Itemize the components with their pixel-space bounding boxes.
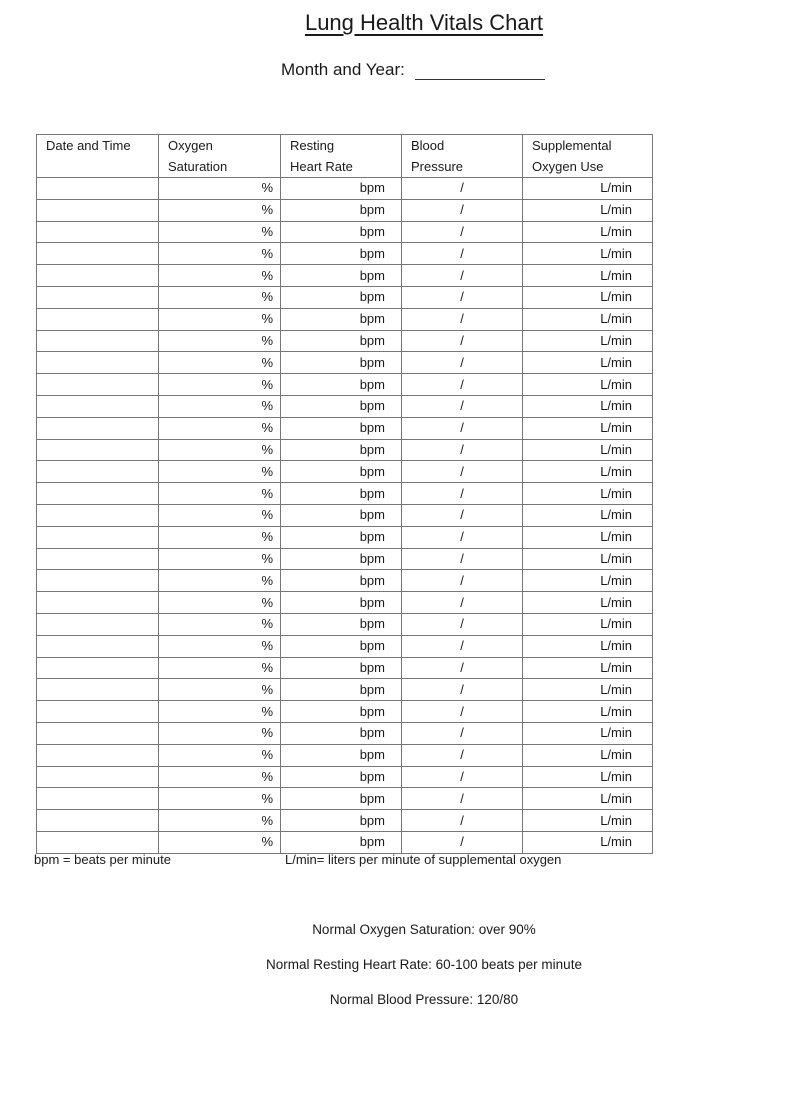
oxygen-saturation-cell[interactable]: % [159,395,281,417]
blood-pressure-cell[interactable]: / [402,701,523,723]
date-time-cell[interactable] [37,243,159,265]
heart-rate-cell[interactable]: bpm [281,330,402,352]
oxygen-saturation-cell[interactable]: % [159,199,281,221]
date-time-cell[interactable] [37,330,159,352]
normal-oxygen-note: Normal Oxygen Saturation: over 90% [312,922,536,937]
oxygen-use-cell[interactable]: L/min [523,744,653,766]
blood-pressure-cell[interactable]: / [402,722,523,744]
oxygen-saturation-cell[interactable]: % [159,570,281,592]
oxygen-use-cell[interactable]: L/min [523,504,653,526]
date-time-cell[interactable] [37,483,159,505]
table-row [37,243,653,265]
blood-pressure-cell[interactable]: / [402,635,523,657]
table-row [37,701,653,723]
oxygen-use-cell[interactable]: L/min [523,221,653,243]
date-time-cell[interactable] [37,701,159,723]
blood-pressure-cell[interactable]: / [402,286,523,308]
oxygen-saturation-cell[interactable]: % [159,679,281,701]
table-row [37,265,653,287]
blood-pressure-cell[interactable]: / [402,374,523,396]
heart-rate-cell[interactable]: bpm [281,613,402,635]
oxygen-saturation-cell[interactable]: % [159,461,281,483]
oxygen-use-cell[interactable]: L/min [523,657,653,679]
table-body [37,178,653,854]
oxygen-use-cell[interactable]: L/min [523,352,653,374]
oxygen-use-cell[interactable]: L/min [523,613,653,635]
table-row [37,461,653,483]
blood-pressure-cell[interactable]: / [402,831,523,853]
heart-rate-cell[interactable]: bpm [281,178,402,200]
date-time-cell[interactable] [37,265,159,287]
date-time-cell[interactable] [37,613,159,635]
oxygen-use-cell[interactable]: L/min [523,308,653,330]
table-row [37,439,653,461]
oxygen-saturation-cell[interactable]: % [159,439,281,461]
date-time-cell[interactable] [37,374,159,396]
date-time-cell[interactable] [37,352,159,374]
blood-pressure-cell[interactable]: / [402,483,523,505]
heart-rate-cell[interactable]: bpm [281,395,402,417]
oxygen-saturation-cell[interactable]: % [159,635,281,657]
oxygen-use-cell[interactable]: L/min [523,570,653,592]
blood-pressure-cell[interactable]: / [402,526,523,548]
date-time-cell[interactable] [37,744,159,766]
oxygen-saturation-cell[interactable]: % [159,243,281,265]
oxygen-use-cell[interactable]: L/min [523,766,653,788]
heart-rate-cell[interactable]: bpm [281,592,402,614]
normal-heart-rate-note: Normal Resting Heart Rate: 60-100 beats per minute [266,957,582,972]
oxygen-saturation-cell[interactable]: % [159,788,281,810]
oxygen-saturation-cell[interactable]: % [159,744,281,766]
header-supplemental-oxygen: Supplemental Oxygen Use [523,135,653,178]
table-row [37,613,653,635]
heart-rate-cell[interactable]: bpm [281,374,402,396]
heart-rate-cell[interactable]: bpm [281,788,402,810]
oxygen-use-cell[interactable]: L/min [523,722,653,744]
blood-pressure-cell[interactable]: / [402,744,523,766]
table-row [37,417,653,439]
month-year-blank[interactable] [415,63,545,80]
oxygen-use-cell[interactable]: L/min [523,679,653,701]
blood-pressure-cell[interactable]: / [402,657,523,679]
table-row [37,722,653,744]
oxygen-use-cell[interactable]: L/min [523,374,653,396]
oxygen-saturation-cell[interactable]: % [159,221,281,243]
oxygen-use-cell[interactable]: L/min [523,395,653,417]
date-time-cell[interactable] [37,417,159,439]
blood-pressure-cell[interactable]: / [402,592,523,614]
oxygen-saturation-cell[interactable]: % [159,308,281,330]
oxygen-use-cell[interactable]: L/min [523,548,653,570]
heart-rate-cell[interactable]: bpm [281,526,402,548]
date-time-cell[interactable] [37,657,159,679]
table-row [37,526,653,548]
date-time-cell[interactable] [37,395,159,417]
oxygen-use-cell[interactable]: L/min [523,330,653,352]
heart-rate-cell[interactable]: bpm [281,722,402,744]
heart-rate-cell[interactable]: bpm [281,483,402,505]
table-row [37,483,653,505]
table-row [37,766,653,788]
oxygen-use-cell[interactable]: L/min [523,831,653,853]
blood-pressure-cell[interactable]: / [402,199,523,221]
oxygen-saturation-cell[interactable]: % [159,483,281,505]
table-row [37,810,653,832]
header-blood-pressure: Blood Pressure [402,135,523,178]
heart-rate-cell[interactable]: bpm [281,439,402,461]
heart-rate-cell[interactable]: bpm [281,831,402,853]
table-row [37,199,653,221]
oxygen-saturation-cell[interactable]: % [159,657,281,679]
heart-rate-cell[interactable]: bpm [281,504,402,526]
header-date-time: Date and Time [37,135,159,178]
date-time-cell[interactable] [37,766,159,788]
header-oxygen-saturation: Oxygen Saturation [159,135,281,178]
table-row [37,504,653,526]
blood-pressure-cell[interactable]: / [402,178,523,200]
table-row [37,548,653,570]
heart-rate-cell[interactable]: bpm [281,417,402,439]
page-title: Lung Health Vitals Chart [304,10,544,35]
month-year-label: Month and Year: [281,60,405,79]
table-row [37,635,653,657]
oxygen-saturation-cell[interactable]: % [159,810,281,832]
vitals-table [36,134,653,854]
blood-pressure-cell[interactable]: / [402,570,523,592]
date-time-cell[interactable] [37,178,159,200]
blood-pressure-cell[interactable]: / [402,766,523,788]
oxygen-use-cell[interactable]: L/min [523,417,653,439]
oxygen-use-cell[interactable]: L/min [523,526,653,548]
blood-pressure-cell[interactable]: / [402,788,523,810]
heart-rate-cell[interactable]: bpm [281,221,402,243]
heart-rate-cell[interactable]: bpm [281,657,402,679]
oxygen-use-cell[interactable]: L/min [523,178,653,200]
oxygen-use-cell[interactable]: L/min [523,483,653,505]
blood-pressure-cell[interactable]: / [402,417,523,439]
oxygen-use-cell[interactable]: L/min [523,788,653,810]
heart-rate-cell[interactable]: bpm [281,286,402,308]
heart-rate-cell[interactable]: bpm [281,265,402,287]
oxygen-use-cell[interactable]: L/min [523,635,653,657]
oxygen-use-cell[interactable]: L/min [523,461,653,483]
oxygen-use-cell[interactable]: L/min [523,265,653,287]
date-time-cell[interactable] [37,526,159,548]
blood-pressure-cell[interactable]: / [402,679,523,701]
heart-rate-cell[interactable]: bpm [281,744,402,766]
date-time-cell[interactable] [37,221,159,243]
oxygen-use-cell[interactable]: L/min [523,286,653,308]
heart-rate-cell[interactable]: bpm [281,635,402,657]
date-time-cell[interactable] [37,439,159,461]
blood-pressure-cell[interactable]: / [402,221,523,243]
lmin-footnote: L/min= liters per minute of supplemental oxygen [285,852,562,867]
blood-pressure-cell[interactable]: / [402,461,523,483]
heart-rate-cell[interactable]: bpm [281,701,402,723]
table-row [37,831,653,853]
date-time-cell[interactable] [37,592,159,614]
heart-rate-cell[interactable]: bpm [281,766,402,788]
oxygen-use-cell[interactable]: L/min [523,439,653,461]
table-row [37,657,653,679]
table-row [37,178,653,200]
heart-rate-cell[interactable]: bpm [281,308,402,330]
heart-rate-cell[interactable]: bpm [281,679,402,701]
table-row [37,395,653,417]
date-time-cell[interactable] [37,788,159,810]
blood-pressure-cell[interactable]: / [402,504,523,526]
oxygen-saturation-cell[interactable]: % [159,417,281,439]
date-time-cell[interactable] [37,548,159,570]
oxygen-saturation-cell[interactable]: % [159,701,281,723]
oxygen-use-cell[interactable]: L/min [523,243,653,265]
table-row [37,570,653,592]
blood-pressure-cell[interactable]: / [402,613,523,635]
blood-pressure-cell[interactable]: / [402,439,523,461]
oxygen-saturation-cell[interactable]: % [159,592,281,614]
oxygen-saturation-cell[interactable]: % [159,766,281,788]
date-time-cell[interactable] [37,308,159,330]
heart-rate-cell[interactable]: bpm [281,243,402,265]
table-row [37,286,653,308]
blood-pressure-cell[interactable]: / [402,352,523,374]
heart-rate-cell[interactable]: bpm [281,548,402,570]
header-resting-heart-rate: Resting Heart Rate [281,135,402,178]
heart-rate-cell[interactable]: bpm [281,461,402,483]
oxygen-use-cell[interactable]: L/min [523,592,653,614]
table-row [37,788,653,810]
date-time-cell[interactable] [37,722,159,744]
blood-pressure-cell[interactable]: / [402,548,523,570]
oxygen-use-cell[interactable]: L/min [523,810,653,832]
blood-pressure-cell[interactable]: / [402,243,523,265]
oxygen-saturation-cell[interactable]: % [159,722,281,744]
blood-pressure-cell[interactable]: / [402,308,523,330]
oxygen-saturation-cell[interactable]: % [159,613,281,635]
date-time-cell[interactable] [37,199,159,221]
month-year-field [281,60,545,80]
date-time-cell[interactable] [37,504,159,526]
blood-pressure-cell[interactable]: / [402,810,523,832]
oxygen-saturation-cell[interactable]: % [159,548,281,570]
table-row [37,352,653,374]
date-time-cell[interactable] [37,286,159,308]
table-row [37,330,653,352]
oxygen-saturation-cell[interactable]: % [159,286,281,308]
bpm-footnote: bpm = beats per minute [34,852,171,867]
date-time-cell[interactable] [37,831,159,853]
table-row [37,744,653,766]
oxygen-saturation-cell[interactable]: % [159,352,281,374]
oxygen-saturation-cell[interactable]: % [159,831,281,853]
blood-pressure-cell[interactable]: / [402,395,523,417]
oxygen-saturation-cell[interactable]: % [159,265,281,287]
date-time-cell[interactable] [37,570,159,592]
table-row [37,679,653,701]
oxygen-saturation-cell[interactable]: % [159,374,281,396]
oxygen-saturation-cell[interactable]: % [159,178,281,200]
heart-rate-cell[interactable]: bpm [281,199,402,221]
blood-pressure-cell[interactable]: / [402,330,523,352]
date-time-cell[interactable] [37,635,159,657]
table-row [37,308,653,330]
oxygen-saturation-cell[interactable]: % [159,330,281,352]
oxygen-use-cell[interactable]: L/min [523,701,653,723]
oxygen-saturation-cell[interactable]: % [159,526,281,548]
oxygen-saturation-cell[interactable]: % [159,504,281,526]
table-row [37,221,653,243]
table-row [37,592,653,614]
date-time-cell[interactable] [37,810,159,832]
heart-rate-cell[interactable]: bpm [281,352,402,374]
blood-pressure-cell[interactable]: / [402,265,523,287]
date-time-cell[interactable] [37,679,159,701]
table-row [37,374,653,396]
oxygen-use-cell[interactable]: L/min [523,199,653,221]
heart-rate-cell[interactable]: bpm [281,810,402,832]
heart-rate-cell[interactable]: bpm [281,570,402,592]
date-time-cell[interactable] [37,461,159,483]
table-header-row [37,135,653,178]
normal-blood-pressure-note: Normal Blood Pressure: 120/80 [329,992,519,1007]
